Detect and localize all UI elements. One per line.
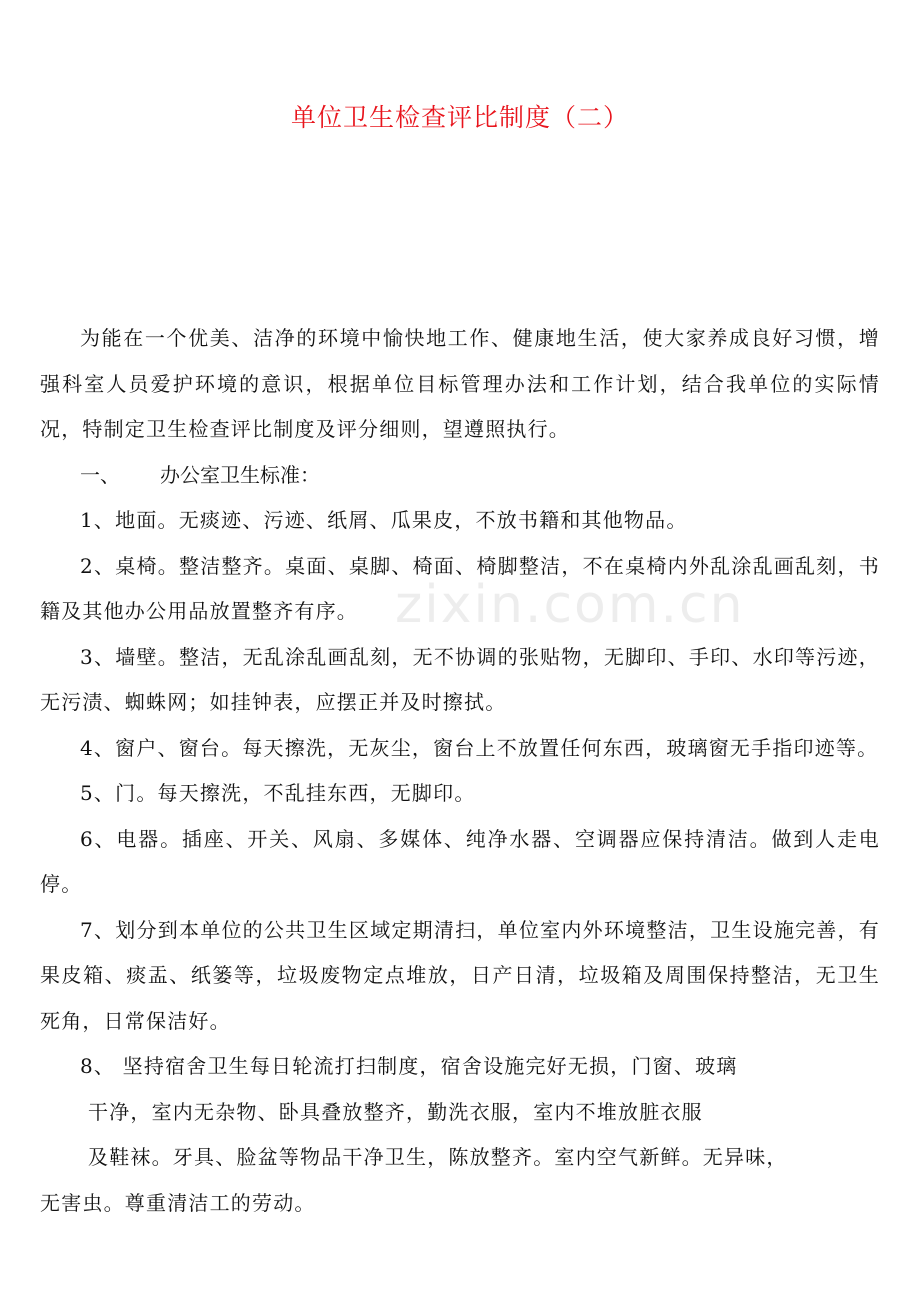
document-body xyxy=(40,316,880,1226)
list-item-3: 3、墙壁。整洁，无乱涂乱画乱刻，无不协调的张贴物，无脚印、手印、水印等污迹，无污渍、蜘蛛网；如挂钟表，应摆正并及时擦拭。 xyxy=(40,644,880,714)
list-item-8-line-3: 及鞋袜。牙具、脸盆等物品干净卫生，陈放整齐。室内空气新鲜。无异味， xyxy=(88,1145,788,1169)
watermark: zixin.com.cn xyxy=(395,575,745,635)
document-title: 单位卫生检查评比制度（二） xyxy=(290,103,629,132)
list-item-8-line-2: 干净，室内无杂物、卧具叠放整齐，勤洗衣服，室内不堆放脏衣服 xyxy=(88,1099,703,1124)
list-item-8-line-1: 8、 坚持宿舍卫生每日轮流打扫制度，宿舍设施完好无损，门窗、玻璃 xyxy=(80,1054,738,1078)
list-item-7: 7、划分到本单位的公共卫生区域定期清扫，单位室内外环境整洁，卫生设施完善，有果皮箱、痰盂、纸篓等，垃圾废物定点堆放，日产日清，垃圾箱及周围保持整洁，无卫生死角，日常保洁好。 xyxy=(40,917,880,1033)
list-item-8-line-4: 无害虫。尊重清洁工的劳动。 xyxy=(40,1190,316,1215)
list-item-4: 4、窗户、窗台。每天擦洗，无灰尘，窗台上不放置任何东西，玻璃窗无手指印迹等。 xyxy=(80,735,879,760)
list-item-5: 5、门。每天擦洗，不乱挂东西，无脚印。 xyxy=(80,781,476,805)
section-heading xyxy=(40,453,880,499)
intro-paragraph: 为能在一个优美、洁净的环境中愉快地工作、健康地生活，使大家养成良好习惯，增强科室人员爱护环境的意识，根据单位目标管理办法和工作计划，结合我单位的实际情况，特制定卫生检查评比制度及评分细则，望遵照执行。 xyxy=(40,326,880,441)
section-heading-text: 办公室卫生标准： xyxy=(160,462,320,487)
list-item-2: 2、桌椅。整洁整齐。桌面、桌脚、椅面、椅脚整洁，不在桌椅内外乱涂乱画乱刻，书籍及其他办公用品放置整齐有序。 xyxy=(40,553,880,623)
section-number: 一、 xyxy=(80,462,120,487)
list-item-1: 1、地面。无痰迹、污迹、纸屑、瓜果皮，不放书籍和其他物品。 xyxy=(80,508,688,532)
list-item-6: 6、电器。插座、开关、风扇、多媒体、纯净水器、空调器应保持清洁。做到人走电停。 xyxy=(40,826,880,896)
